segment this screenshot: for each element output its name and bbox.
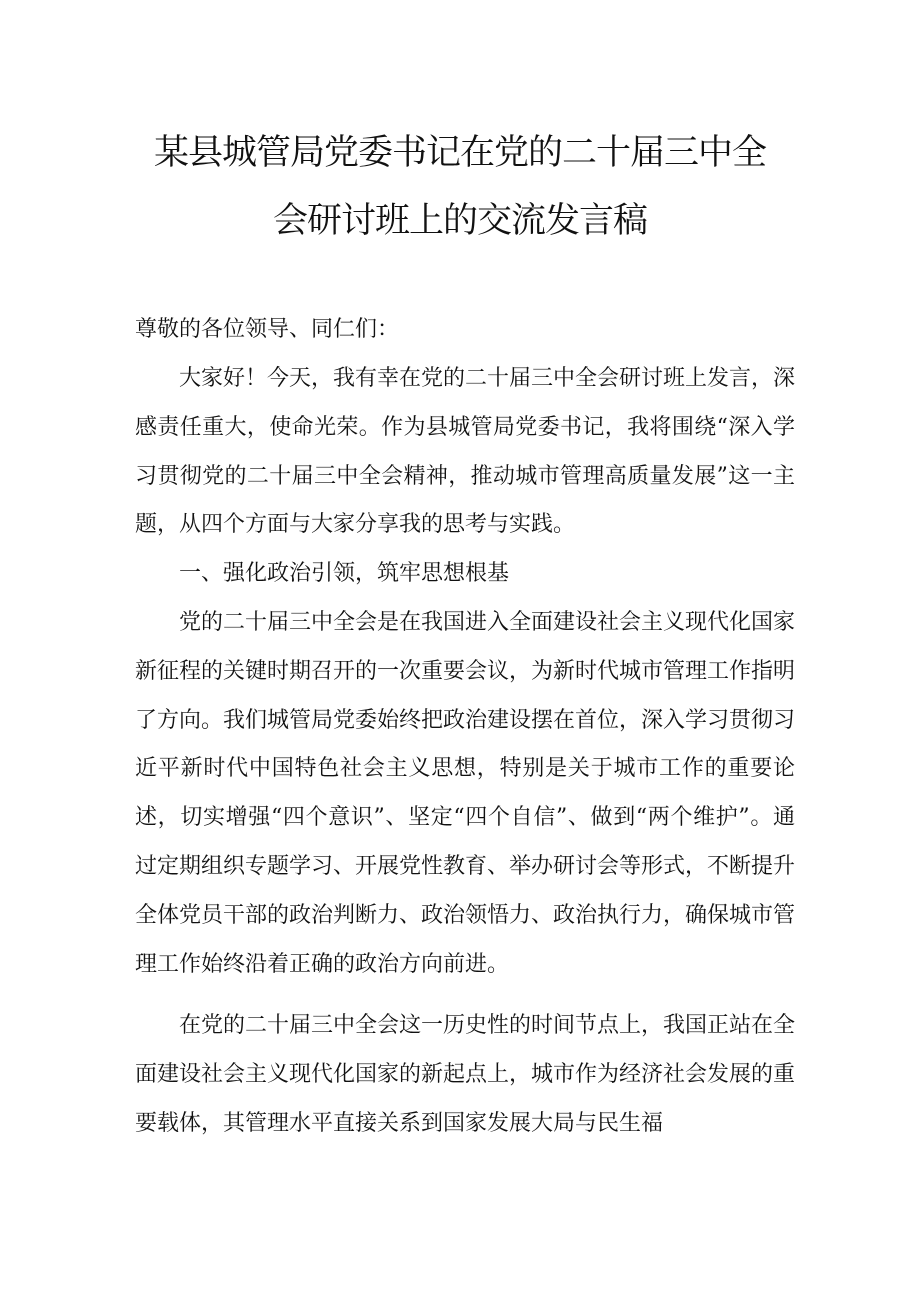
greeting: 尊敬的各位领导、同仁们： [135,317,400,342]
paragraph-section-1-continued: 在党的二十届三中全会这一历史性的时间节点上，我国正站在全面建设社会主义现代化国家的新起点上，城市作为经济社会发展的重要载体，其管理水平直接关系到国家发展大局与民生福 [135,1013,796,1136]
document-body [135,355,795,1149]
paragraph-section-1: 党的二十届三中全会是在我国进入全面建设社会主义现代化国家新征程的关键时期召开的一次重要会议，为新时代城市管理工作指明了方向。我们城管局党委始终把政治建设摆在首位，深入学习贯彻习近平新时代中国特色社会主义思想，特别是关于城市工作的重要论述，切实增强“四个意识”、坚定“四个自信”、做到“两个维护”。通过定期组织专题学习、开展党性教育、举办研讨会等形式，不断提升全体党员干部的政治判断力、政治领悟力、政治执行力，确保城市管理工作始终沿着正确的政治方向前进。 [135,609,796,977]
document-title-line-1: 某县城管局党委书记在党的二十届三中全 [153,133,766,173]
paragraph-intro: 大家好！今天，我有幸在党的二十届三中全会研讨班上发言，深感责任重大，使命光荣。作为县城管局党委书记，我将围绕“深入学习贯彻党的二十届三中全会精神，推动城市管理高质量发展”这一主题，从四个方面与大家分享我的思考与实践。 [135,366,796,538]
document-title-line-2: 会研讨班上的交流发言稿 [272,201,647,241]
section-heading-1: 一、强化政治引领，筑牢思想根基 [179,561,510,587]
